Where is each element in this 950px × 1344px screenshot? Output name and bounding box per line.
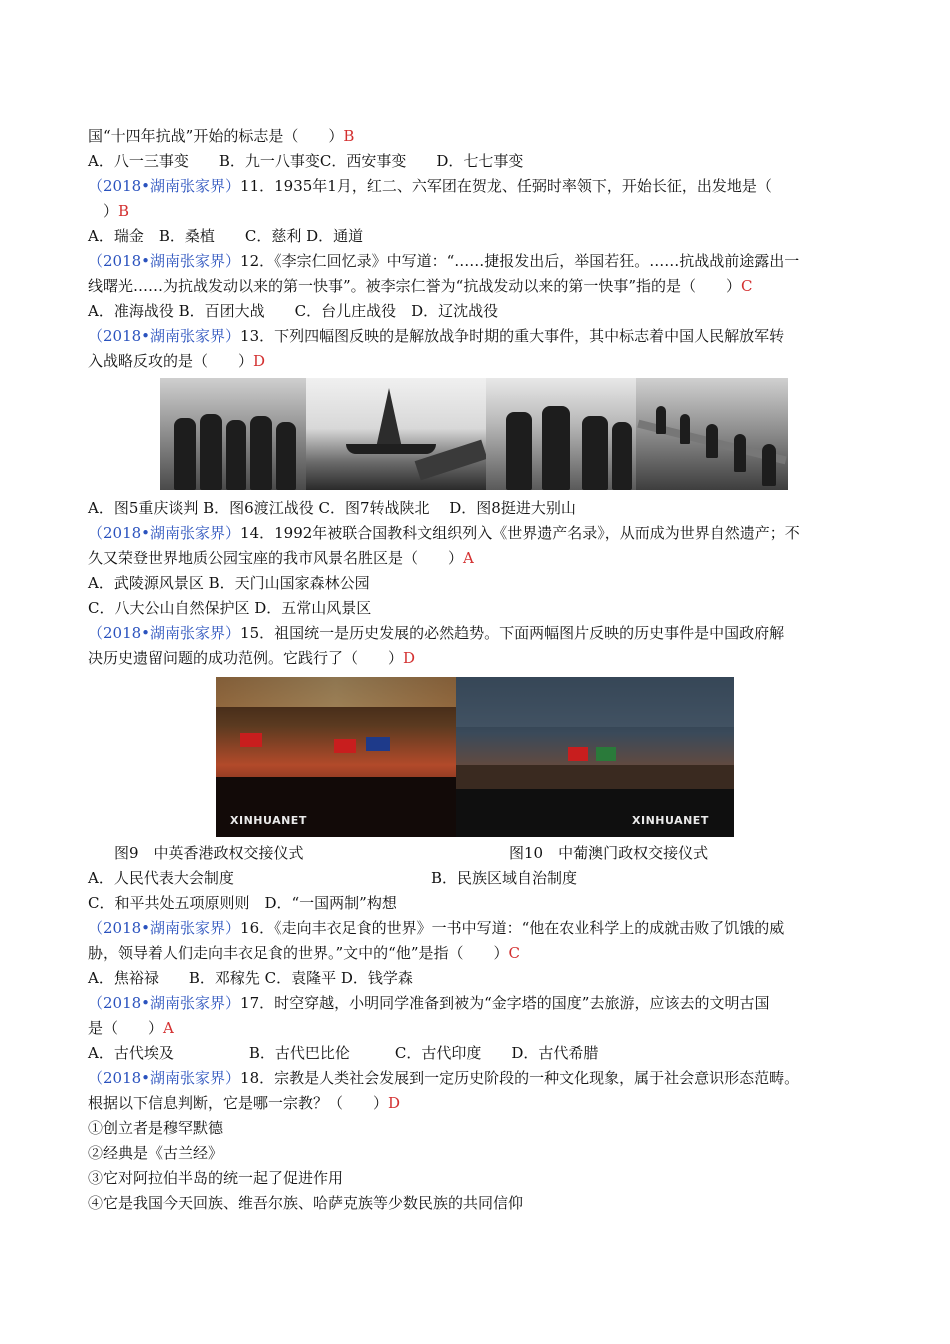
q12-stem: （2018•湖南张家界）12．《李宗仁回忆录》中写道：“……捷报发出后，举国若狂。……抗战战前途露出一 (88, 252, 800, 270)
q17-stem: （2018•湖南张家界）17．时空穿越，小明同学准备到被为“金字塔的国度”去旅游，应该去的文明古国 (88, 994, 770, 1012)
fig6-photo (306, 378, 486, 490)
q15-photo-strip (216, 677, 868, 837)
q14-stem-cont: 久又荣登世界地质公园宝座的我市风景名胜区是（ ）A (88, 549, 474, 567)
q14-answer: A (463, 549, 474, 567)
q16-stem: （2018•湖南张家界）16．《走向丰衣足食的世界》一书中写道：“他在农业科学上的成就击败了饥饿的威 (88, 919, 785, 937)
exam-page (88, 124, 868, 1216)
q11-stem: （2018•湖南张家界）11．1935年1月，红二、六军团在贺龙、任弼时率领下，开始长征，出发地是（ (88, 177, 772, 195)
q13-answer: D (253, 352, 266, 370)
q18-stem-cont: 根据以下信息判断，它是哪一宗教？（ ）D (88, 1094, 401, 1112)
q17-source: （2018•湖南张家界） (88, 994, 241, 1012)
fig7-photo (486, 378, 636, 490)
q13-source: （2018•湖南张家界） (88, 327, 241, 345)
fig10-caption: 图10 中葡澳门政权交接仪式 (509, 844, 709, 862)
fig9-photo (216, 677, 456, 837)
q12-options: A．准海战役 B．百团大战 C．台儿庄战役 D．辽沈战役 (88, 302, 499, 320)
q18-item-4: ④它是我国今天回族、维吾尔族、哈萨克族等少数民族的共同信仰 (88, 1194, 524, 1212)
q15-options-1: A．人民代表大会制度 B．民族区域自治制度 (88, 869, 578, 887)
q11-options: A．瑞金 B．桑植 C．慈利 D．通道 (88, 227, 364, 245)
q16-stem-cont: 胁，领导着人们走向丰衣足食的世界。”文中的“他”是指（ ）C (88, 944, 520, 962)
watermark-fig10: XINHUANET (632, 814, 709, 827)
q11-source: （2018•湖南张家界） (88, 177, 241, 195)
fig5-photo (160, 378, 306, 490)
q13-photo-strip (160, 378, 868, 490)
q18-item-2: ②经典是《古兰经》 (88, 1144, 224, 1162)
q15-captions (88, 841, 868, 866)
q14-options-2: C．八大公山自然保护区 D．五常山风景区 (88, 599, 372, 617)
watermark-fig9: XINHUANET (230, 814, 307, 827)
q13-stem: （2018•湖南张家界）13．下列四幅图反映的是解放战争时期的重大事件，其中标志着中国人民解放军转 (88, 327, 785, 345)
q10-answer: B (343, 127, 355, 145)
q17-stem-cont: 是（ ）A (88, 1019, 174, 1037)
q14-source: （2018•湖南张家界） (88, 524, 241, 542)
q12-source: （2018•湖南张家界） (88, 252, 241, 270)
q15-answer: D (403, 649, 416, 667)
fig9-caption: 图9 中英香港政权交接仪式 (114, 844, 304, 862)
q14-stem: （2018•湖南张家界）14．1992年被联合国教科文组织列入《世界遗产名录》，从而成为世界自然遗产；不 (88, 524, 800, 542)
q16-options: A．焦裕禄 B．邓稼先 C．袁隆平 D．钱学森 (88, 969, 413, 987)
q15-options-2: C．和平共处五项原则则 D．“一国两制”构想 (88, 894, 397, 912)
q18-item-1: ①创立者是穆罕默德 (88, 1119, 224, 1137)
q18-source: （2018•湖南张家界） (88, 1069, 241, 1087)
q11-answer: B (118, 202, 130, 220)
fig10-photo (456, 677, 734, 837)
q16-source: （2018•湖南张家界） (88, 919, 241, 937)
q10-options: A．八一三事变 B．九一八事变C．西安事变 D．七七事变 (88, 152, 524, 170)
q17-answer: A (163, 1019, 174, 1037)
q16-answer: C (508, 944, 520, 962)
q17-options: A．古代埃及 B．古代巴比伦 C．古代印度 D．古代希腊 (88, 1044, 599, 1062)
q11-stem-cont: ）B (88, 202, 130, 220)
q12-stem-cont: 线曙光……为抗战发动以来的第一快事”。被李宗仁誉为“抗战发动以来的第一快事”指的是（ ）C (88, 277, 753, 295)
q14-options-1: A．武陵源风景区 B．天门山国家森林公园 (88, 574, 370, 592)
q15-stem-cont: 决历史遗留问题的成功范例。它践行了（ ）D (88, 649, 416, 667)
q10-stem: 国“十四年抗战”开始的标志是（ ）B (88, 127, 355, 145)
q18-item-3: ③它对阿拉伯半岛的统一起了促进作用 (88, 1169, 344, 1187)
q13-stem-cont: 入战略反攻的是（ ）D (88, 352, 266, 370)
q15-stem: （2018•湖南张家界）15．祖国统一是历史发展的必然趋势。下面两幅图片反映的历史事件是中国政府解 (88, 624, 785, 642)
q15-source: （2018•湖南张家界） (88, 624, 241, 642)
q13-options: A．图5重庆谈判 B．图6渡江战役 C．图7转战陕北 D．图8挺进大别山 (88, 499, 576, 517)
q18-answer: D (388, 1094, 401, 1112)
fig8-photo (636, 378, 788, 490)
q12-answer: C (741, 277, 753, 295)
q18-stem: （2018•湖南张家界）18．宗教是人类社会发展到一定历史阶段的一种文化现象，属于社会意识形态范畴。 (88, 1069, 800, 1087)
